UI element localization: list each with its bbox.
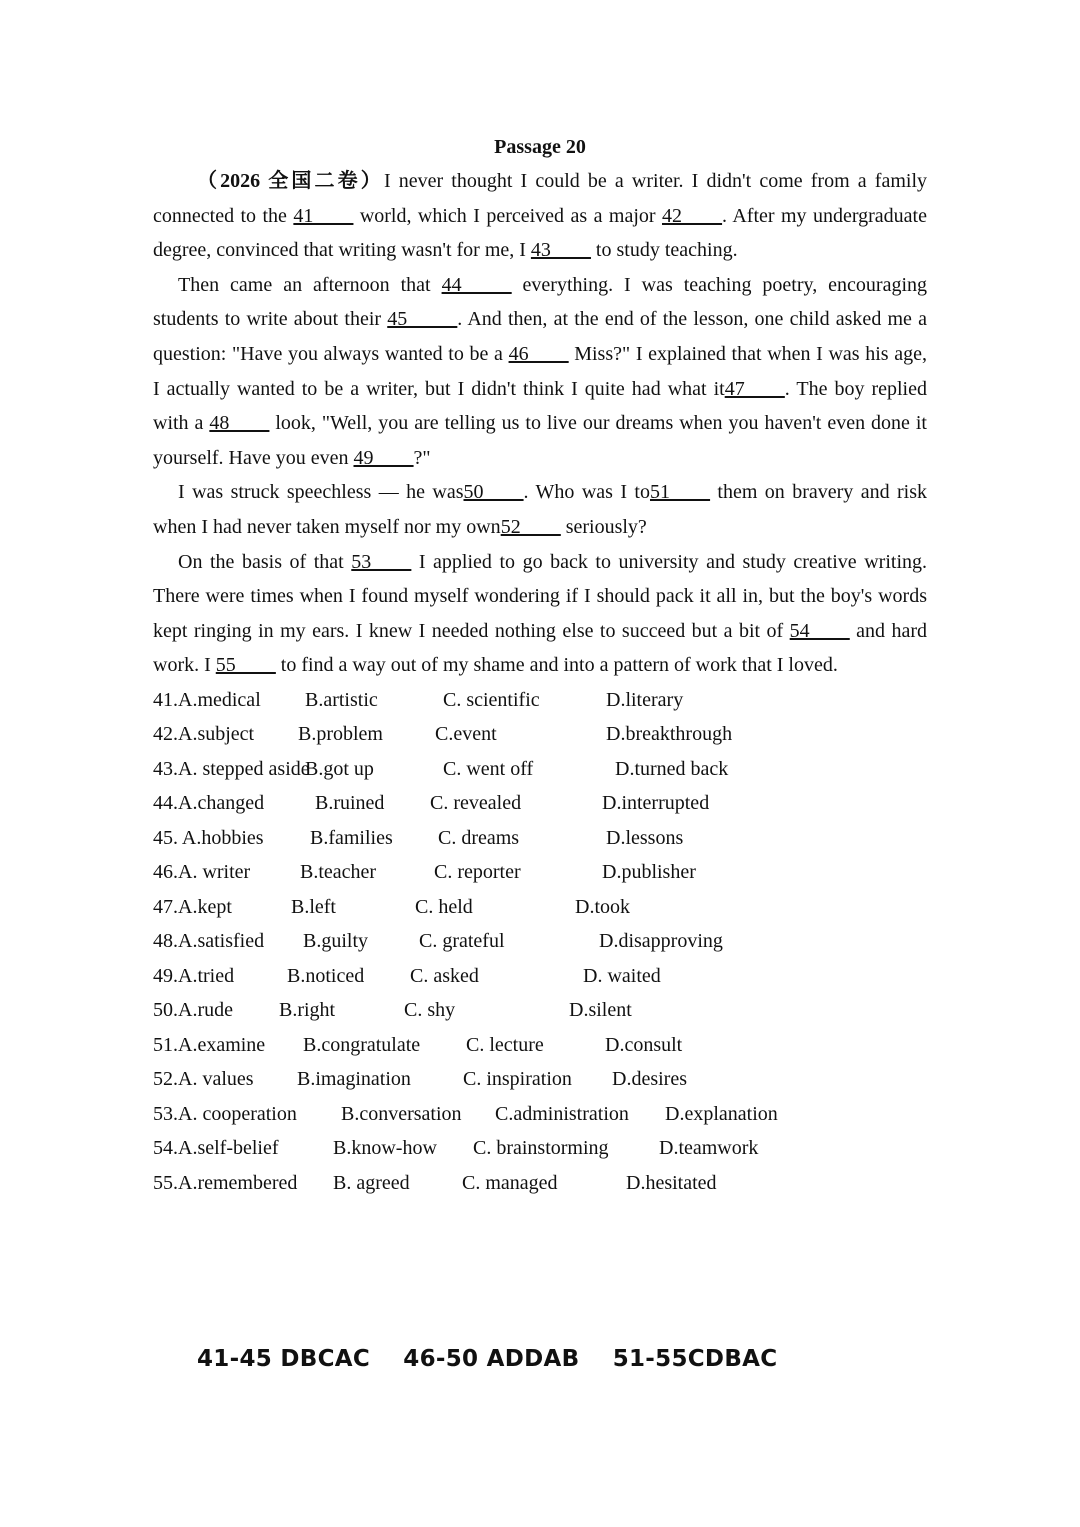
option-c: C.event [435,723,497,746]
option-row [153,683,927,718]
text: . After my undergraduate degree, convinced that writing wasn't for me, I [153,204,927,262]
option-d: D.breakthrough [606,723,733,746]
blank-41: 41____ [293,204,354,227]
text: everything. I was teaching poetry, encouraging students to write about their [153,273,928,331]
option-a: 53.A. cooperation [153,1102,297,1125]
option-d: D.turned back [615,757,729,780]
option-d: D.desires [612,1068,687,1091]
blank-45: 45_____ [387,308,458,331]
option-c: C. inspiration [463,1068,572,1091]
option-row [153,890,927,925]
option-b: B.ruined [315,792,385,815]
option-row [153,1166,927,1201]
option-b: B.left [291,895,336,918]
option-c: C. scientific [443,688,540,711]
option-b: B.noticed [287,964,365,987]
option-b: B.families [310,826,393,849]
option-c: C. reporter [434,861,521,884]
blank-55: 55____ [215,654,276,677]
text: to study teaching. [590,239,738,262]
text: Then came an afternoon that [178,273,442,296]
option-c: C. revealed [430,792,522,815]
option-d: D.silent [569,999,632,1022]
option-a: 45. A.hobbies [153,826,264,849]
option-c: C. lecture [466,1033,544,1056]
text: . And then, at the end of the lesson, one child asked me a question: "Have you always wanted to be a [153,308,927,365]
blank-52: 52____ [500,515,561,538]
option-d: D.hesitated [626,1171,717,1194]
answer-key: 41-45 DBCAC 46-50 ADDAB 51-55CDBAC [197,1346,778,1372]
blank-54: 54____ [789,619,850,642]
text: to find a way out of my shame and into a pattern of work that I loved. [275,654,838,677]
option-a: 54.A.self-belief [153,1137,279,1160]
option-a: 48.A.satisfied [153,930,265,953]
option-a: 49.A.tried [153,964,235,987]
option-row [153,1028,927,1063]
option-d: D.consult [605,1033,683,1056]
option-c: C. held [415,895,473,918]
option-b: B.conversation [341,1102,462,1125]
option-c: C.administration [495,1102,629,1125]
passage-title: Passage 20 [494,136,586,158]
text: On the basis of that [178,550,352,573]
option-d: D.explanation [665,1102,778,1125]
option-d: D.interrupted [602,792,710,815]
text: I never thought I could be a writer. I didn't come from a family connected to the [153,170,927,227]
text: look, "Well, you are telling us to live our dreams when you haven't even done it yourself. Have you even [153,412,927,469]
text: and hard work. I [153,619,927,677]
option-row [153,752,927,787]
option-a: 47.A.kept [153,895,232,918]
option-c: C. managed [462,1171,558,1194]
option-c: C. brainstorming [473,1137,609,1160]
option-a: 52.A. values [153,1068,254,1091]
blank-51: 51____ [649,481,710,504]
option-c: C. shy [404,999,456,1022]
source-label: （2026 全国二卷） [197,170,384,192]
option-a: 41.A.medical [153,688,261,711]
blank-53: 53____ [351,550,412,573]
option-a: 46.A. writer [153,861,251,884]
option-row [153,924,927,959]
option-a: 50.A.rude [153,999,233,1022]
options-list [153,683,927,1201]
paragraph-2 [153,268,927,476]
option-a: 43.A. stepped aside [153,757,310,780]
option-d: D.took [575,895,630,918]
text: . Who was I to [523,481,650,504]
option-d: D.literary [606,688,684,711]
text: seriously? [560,515,647,538]
text: . The boy replied with a [153,377,927,435]
blank-48: 48____ [209,412,270,435]
blank-47: 47____ [724,377,785,400]
text: Miss?" I explained that when I was his age, I actually wanted to be a writer, but I didn't think I quite had what it [153,342,927,400]
option-b: B.right [279,999,336,1022]
blank-50: 50____ [463,481,524,504]
option-row [153,993,927,1028]
option-row [153,855,927,890]
text: world, which I perceived as a major [353,204,662,227]
option-row [153,1062,927,1097]
option-b: B.guilty [303,930,369,953]
option-row [153,717,927,752]
option-c: C. dreams [438,826,520,849]
text: I applied to go back to university and study creative writing. There were times when I found myself wondering if I should pack it all in, but the boy's words kept ringing in my ears. I knew I needed nothing else to succeed but a bit of [153,550,927,642]
option-d: D.publisher [602,861,696,884]
option-b: B.got up [305,757,374,780]
document-page [153,130,927,1200]
option-d: D.lessons [606,826,684,849]
option-b: B.teacher [300,861,377,884]
blank-43: 43____ [530,239,591,262]
option-d: D.disapproving [599,930,723,953]
option-a: 51.A.examine [153,1033,266,1056]
option-b: B.artistic [305,688,378,711]
option-c: C. grateful [419,930,505,953]
text: I was struck speechless — he was [178,481,464,504]
option-row [153,1097,927,1132]
option-c: C. asked [410,964,479,987]
blank-46: 46____ [508,342,569,365]
option-b: B. agreed [333,1171,410,1194]
paragraph-1 [153,164,927,268]
option-row [153,1131,927,1166]
paragraph-3 [153,475,927,544]
option-d: D. waited [583,964,661,987]
option-b: B.know-how [333,1137,437,1160]
option-b: B.imagination [297,1068,411,1091]
text: them on bravery and risk when I had never taken myself nor my own [153,481,927,538]
option-c: C. went off [443,757,534,780]
option-b: B.congratulate [303,1033,421,1056]
option-a: 55.A.remembered [153,1171,298,1194]
blank-49: 49____ [353,446,414,469]
option-row [153,959,927,994]
option-a: 44.A.changed [153,792,265,815]
option-row [153,786,927,821]
paragraph-4 [153,545,927,683]
option-a: 42.A.subject [153,723,255,746]
text: ?" [413,446,431,469]
option-d: D.teamwork [659,1137,759,1160]
blank-42: 42____ [662,204,722,227]
option-b: B.problem [298,723,383,746]
option-row [153,821,927,856]
blank-44: 44_____ [441,273,512,296]
